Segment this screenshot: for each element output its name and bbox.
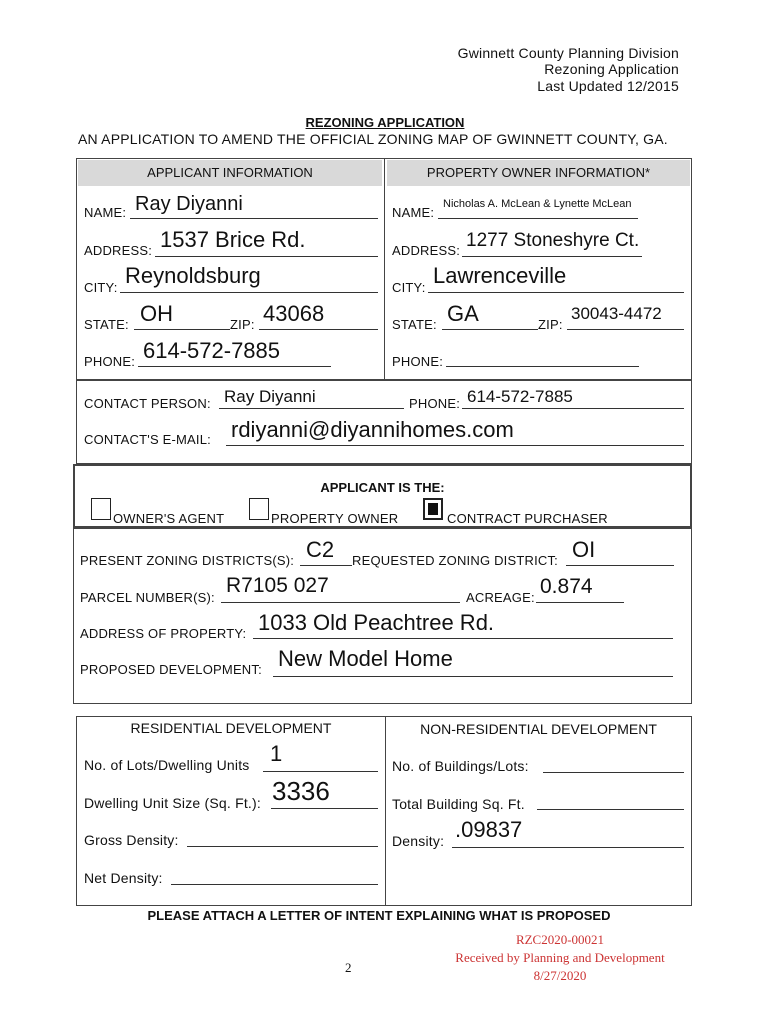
owner-city-label: CITY: [392,280,426,295]
received-stamp [430,931,690,985]
applicant-phone-field[interactable] [138,366,331,367]
parcel-number-field[interactable] [221,602,460,603]
unit-size-field[interactable] [271,808,378,809]
residential-heading: RESIDENTIAL DEVELOPMENT [130,720,332,736]
contact-email-value: rdiyanni@diyannihomes.com [231,417,514,442]
requested-zoning-value: OI [572,537,596,562]
property-address-value: 1033 Old Peachtree Rd. [258,610,495,635]
applicant-name-label: NAME: [84,205,127,220]
owner-zip-field[interactable] [567,329,684,330]
applicant-address-field[interactable] [155,256,378,257]
applicant-phone-label: PHONE: [84,354,136,369]
contact-phone-label: PHONE: [409,396,461,411]
acreage-label: ACREAGE: [466,590,535,605]
owners-agent-label: OWNER'S AGENT [113,511,225,526]
contact-phone-value: 614-572-7885 [467,387,573,406]
contact-person-label: CONTACT PERSON: [84,396,211,411]
owner-address-value: 1277 Stoneshyre Ct. [466,230,640,251]
owner-state-value: GA [447,301,479,326]
owner-city-field[interactable] [428,292,684,293]
applicant-zip-value: 43068 [263,301,325,326]
unit-size-value: 3336 [272,776,330,806]
header-updated: Last Updated 12/2015 [537,78,679,94]
unit-size-label: Dwelling Unit Size (Sq. Ft.): [84,795,261,811]
acreage-field[interactable] [536,602,624,603]
applicant-city-field[interactable] [120,292,378,293]
page-subtitle: AN APPLICATION TO AMEND THE OFFICIAL ZONING MAP OF GWINNETT COUNTY, GA. [78,131,668,147]
nonresidential-heading: NON-RESIDENTIAL DEVELOPMENT [420,721,657,737]
requested-zoning-field[interactable] [566,565,674,566]
building-sqft-label: Total Building Sq. Ft. [392,796,525,812]
development-section [76,716,692,906]
buildings-label: No. of Buildings/Lots: [392,758,529,774]
applicant-phone-value: 614-572-7885 [143,338,281,363]
acreage-value: 0.874 [540,575,593,598]
owner-city-value: Lawrenceville [433,263,567,288]
applicant-type-heading: APPLICANT IS THE: [320,480,445,495]
applicant-address-label: ADDRESS: [84,243,153,258]
applicant-state-label: STATE: [84,317,129,332]
contact-email-field[interactable] [226,445,684,446]
applicant-city-value: Reynoldsburg [125,263,261,288]
contract-purchaser-label: CONTRACT PURCHASER [447,511,608,526]
proposed-development-label: PROPOSED DEVELOPMENT: [80,662,262,677]
owner-state-label: STATE: [392,317,437,332]
owner-heading: PROPERTY OWNER INFORMATION* [387,160,690,186]
page-title: REZONING APPLICATION [305,115,465,130]
section-divider [384,158,385,380]
net-density-label: Net Density: [84,870,163,886]
owner-address-label: ADDRESS: [392,243,461,258]
present-zoning-value: C2 [306,537,335,562]
applicant-name-field[interactable] [130,218,378,219]
applicant-name-value: Ray Diyanni [135,193,243,215]
applicant-heading: APPLICANT INFORMATION [78,160,382,186]
applicant-zip-label: ZIP: [230,317,255,332]
owner-phone-field[interactable] [446,366,639,367]
owner-state-field[interactable] [442,329,538,330]
parcel-number-value: R7105 027 [226,574,329,597]
stamp-received-text: Received by Planning and Development [455,950,665,965]
stamp-date: 8/27/2020 [533,968,587,983]
lots-label: No. of Lots/Dwelling Units [84,757,250,773]
parcel-number-label: PARCEL NUMBER(S): [80,590,215,605]
lots-value: 1 [270,741,283,766]
property-address-label: ADDRESS OF PROPERTY: [80,626,247,641]
buildings-field[interactable] [543,772,684,773]
owners-agent-checkbox[interactable] [91,498,111,520]
gross-density-label: Gross Density: [84,832,179,848]
property-owner-checkbox[interactable] [249,498,269,520]
development-divider [385,716,386,906]
net-density-field[interactable] [171,884,378,885]
owner-name-label: NAME: [392,205,435,220]
applicant-state-field[interactable] [134,329,230,330]
owner-zip-label: ZIP: [538,317,563,332]
owner-zip-value: 30043-4472 [571,304,662,323]
owner-address-field[interactable] [462,256,642,257]
proposed-development-value: New Model Home [278,646,453,671]
applicant-address-value: 1537 Brice Rd. [160,227,306,252]
density-field[interactable] [452,847,684,848]
applicant-zip-field[interactable] [259,329,378,330]
contact-person-value: Ray Diyanni [224,387,316,406]
header-division: Gwinnett County Planning Division [457,45,679,61]
letter-of-intent-note: PLEASE ATTACH A LETTER OF INTENT EXPLAINING WHAT IS PROPOSED [147,908,611,923]
applicant-city-label: CITY: [84,280,118,295]
owner-name-value: Nicholas A. McLean & Lynette McLean [443,198,632,210]
present-zoning-field[interactable] [300,565,352,566]
owner-name-field[interactable] [438,218,638,219]
density-value: .09837 [455,817,523,842]
proposed-development-field[interactable] [273,676,673,677]
lots-field[interactable] [263,771,378,772]
property-address-field[interactable] [253,638,673,639]
applicant-state-value: OH [140,301,173,326]
property-owner-label: PROPERTY OWNER [271,511,399,526]
density-label: Density: [392,833,445,849]
present-zoning-label: PRESENT ZONING DISTRICTS(S): [80,553,295,568]
header-form-name: Rezoning Application [544,61,679,77]
gross-density-field[interactable] [187,846,378,847]
contract-purchaser-checkbox[interactable] [423,498,443,520]
requested-zoning-label: REQUESTED ZONING DISTRICT: [352,553,558,568]
page-number: 2 [345,960,352,975]
contact-person-field[interactable] [219,408,404,409]
contact-phone-field[interactable] [462,408,684,409]
building-sqft-field[interactable] [537,809,684,810]
contact-email-label: CONTACT'S E-MAIL: [84,432,211,447]
owner-phone-label: PHONE: [392,354,444,369]
stamp-case-number: RZC2020-00021 [515,932,605,947]
